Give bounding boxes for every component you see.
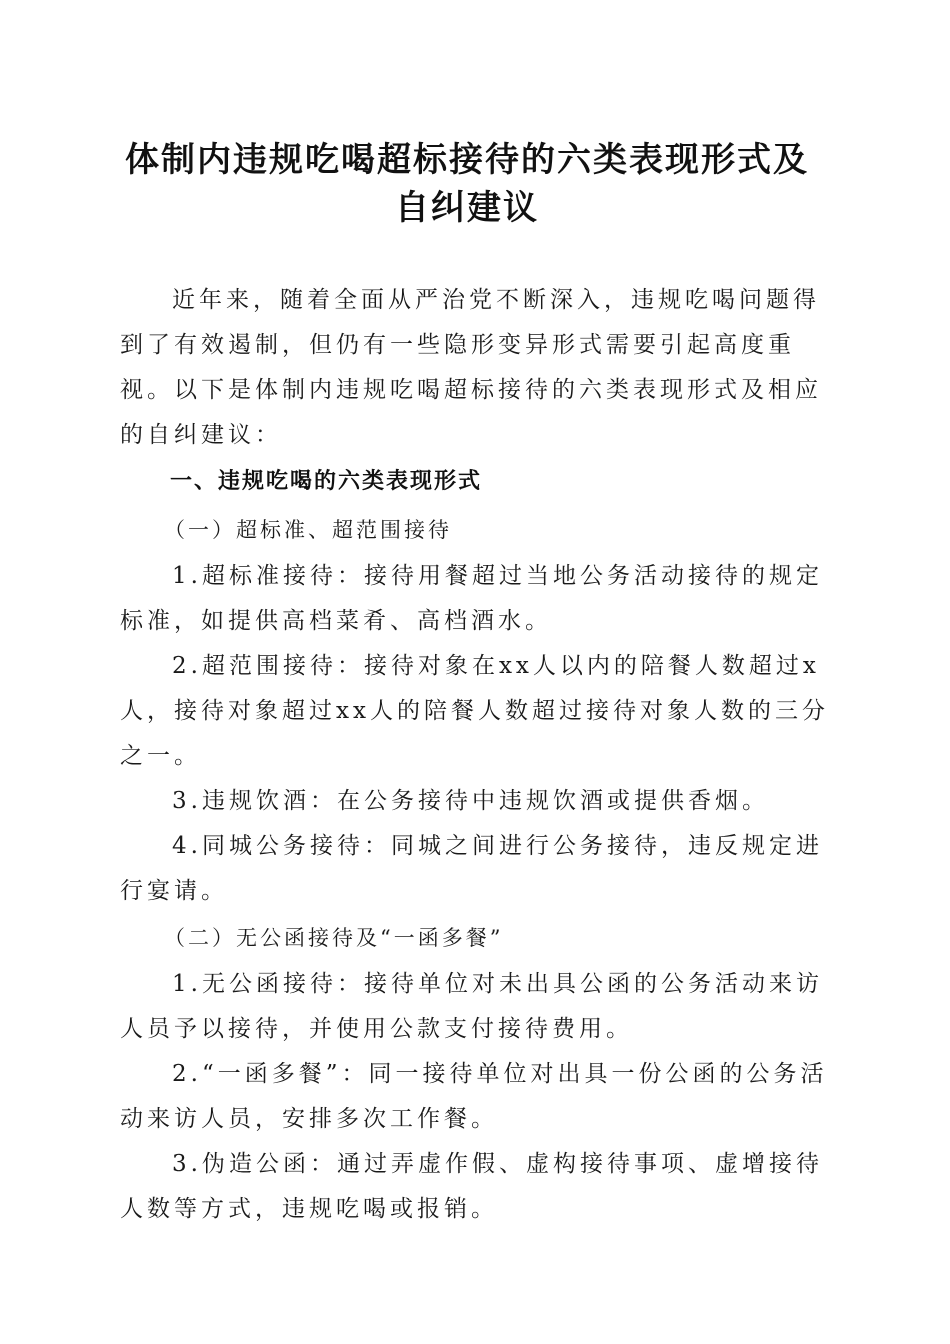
list-item: 4.同城公务接待：同城之间进行公务接待，违反规定进行宴请。 [120,833,823,904]
list-item: 1.无公函接待：接待单位对未出具公函的公务活动来访人员予以接待，并使用公款支付接待费用。 [120,971,823,1042]
intro-paragraph: 近年来，随着全面从严治党不断深入，违规吃喝问题得到了有效遏制，但仍有一些隐形变异形式需要引起高度重视。以下是体制内违规吃喝超标接待的六类表现形式及相应的自纠建议： [120,287,822,448]
list-item: 2.“一函多餐”：同一接待单位对出具一份公函的公务活动来访人员，安排多次工作餐。 [120,1061,828,1132]
list-item: 1.超标准接待：接待用餐超过当地公务活动接待的规定标准，如提供高档菜肴、高档酒水。 [120,563,823,634]
list-item: 3.伪造公函：通过弄虚作假、虚构接待事项、虚增接待人数等方式，违规吃喝或报销。 [120,1151,823,1222]
document-title: 体制内违规吃喝超标接待的六类表现形式及自纠建议 [125,140,809,228]
list-item: 3.违规饮酒：在公务接待中违规饮酒或提供香烟。 [172,788,769,814]
section-heading-1: 一、违规吃喝的六类表现形式 [170,469,483,494]
subsection-heading-1: （一）超标准、超范围接待 [164,518,452,542]
list-item: 2.超范围接待：接待对象在xx人以内的陪餐人数超过x人，接待对象超过xx人的陪餐人数超过接待对象人数的三分之一。 [120,653,829,769]
subsection-heading-2: （二）无公函接待及“一函多餐” [164,926,504,950]
document-body [120,278,832,1232]
